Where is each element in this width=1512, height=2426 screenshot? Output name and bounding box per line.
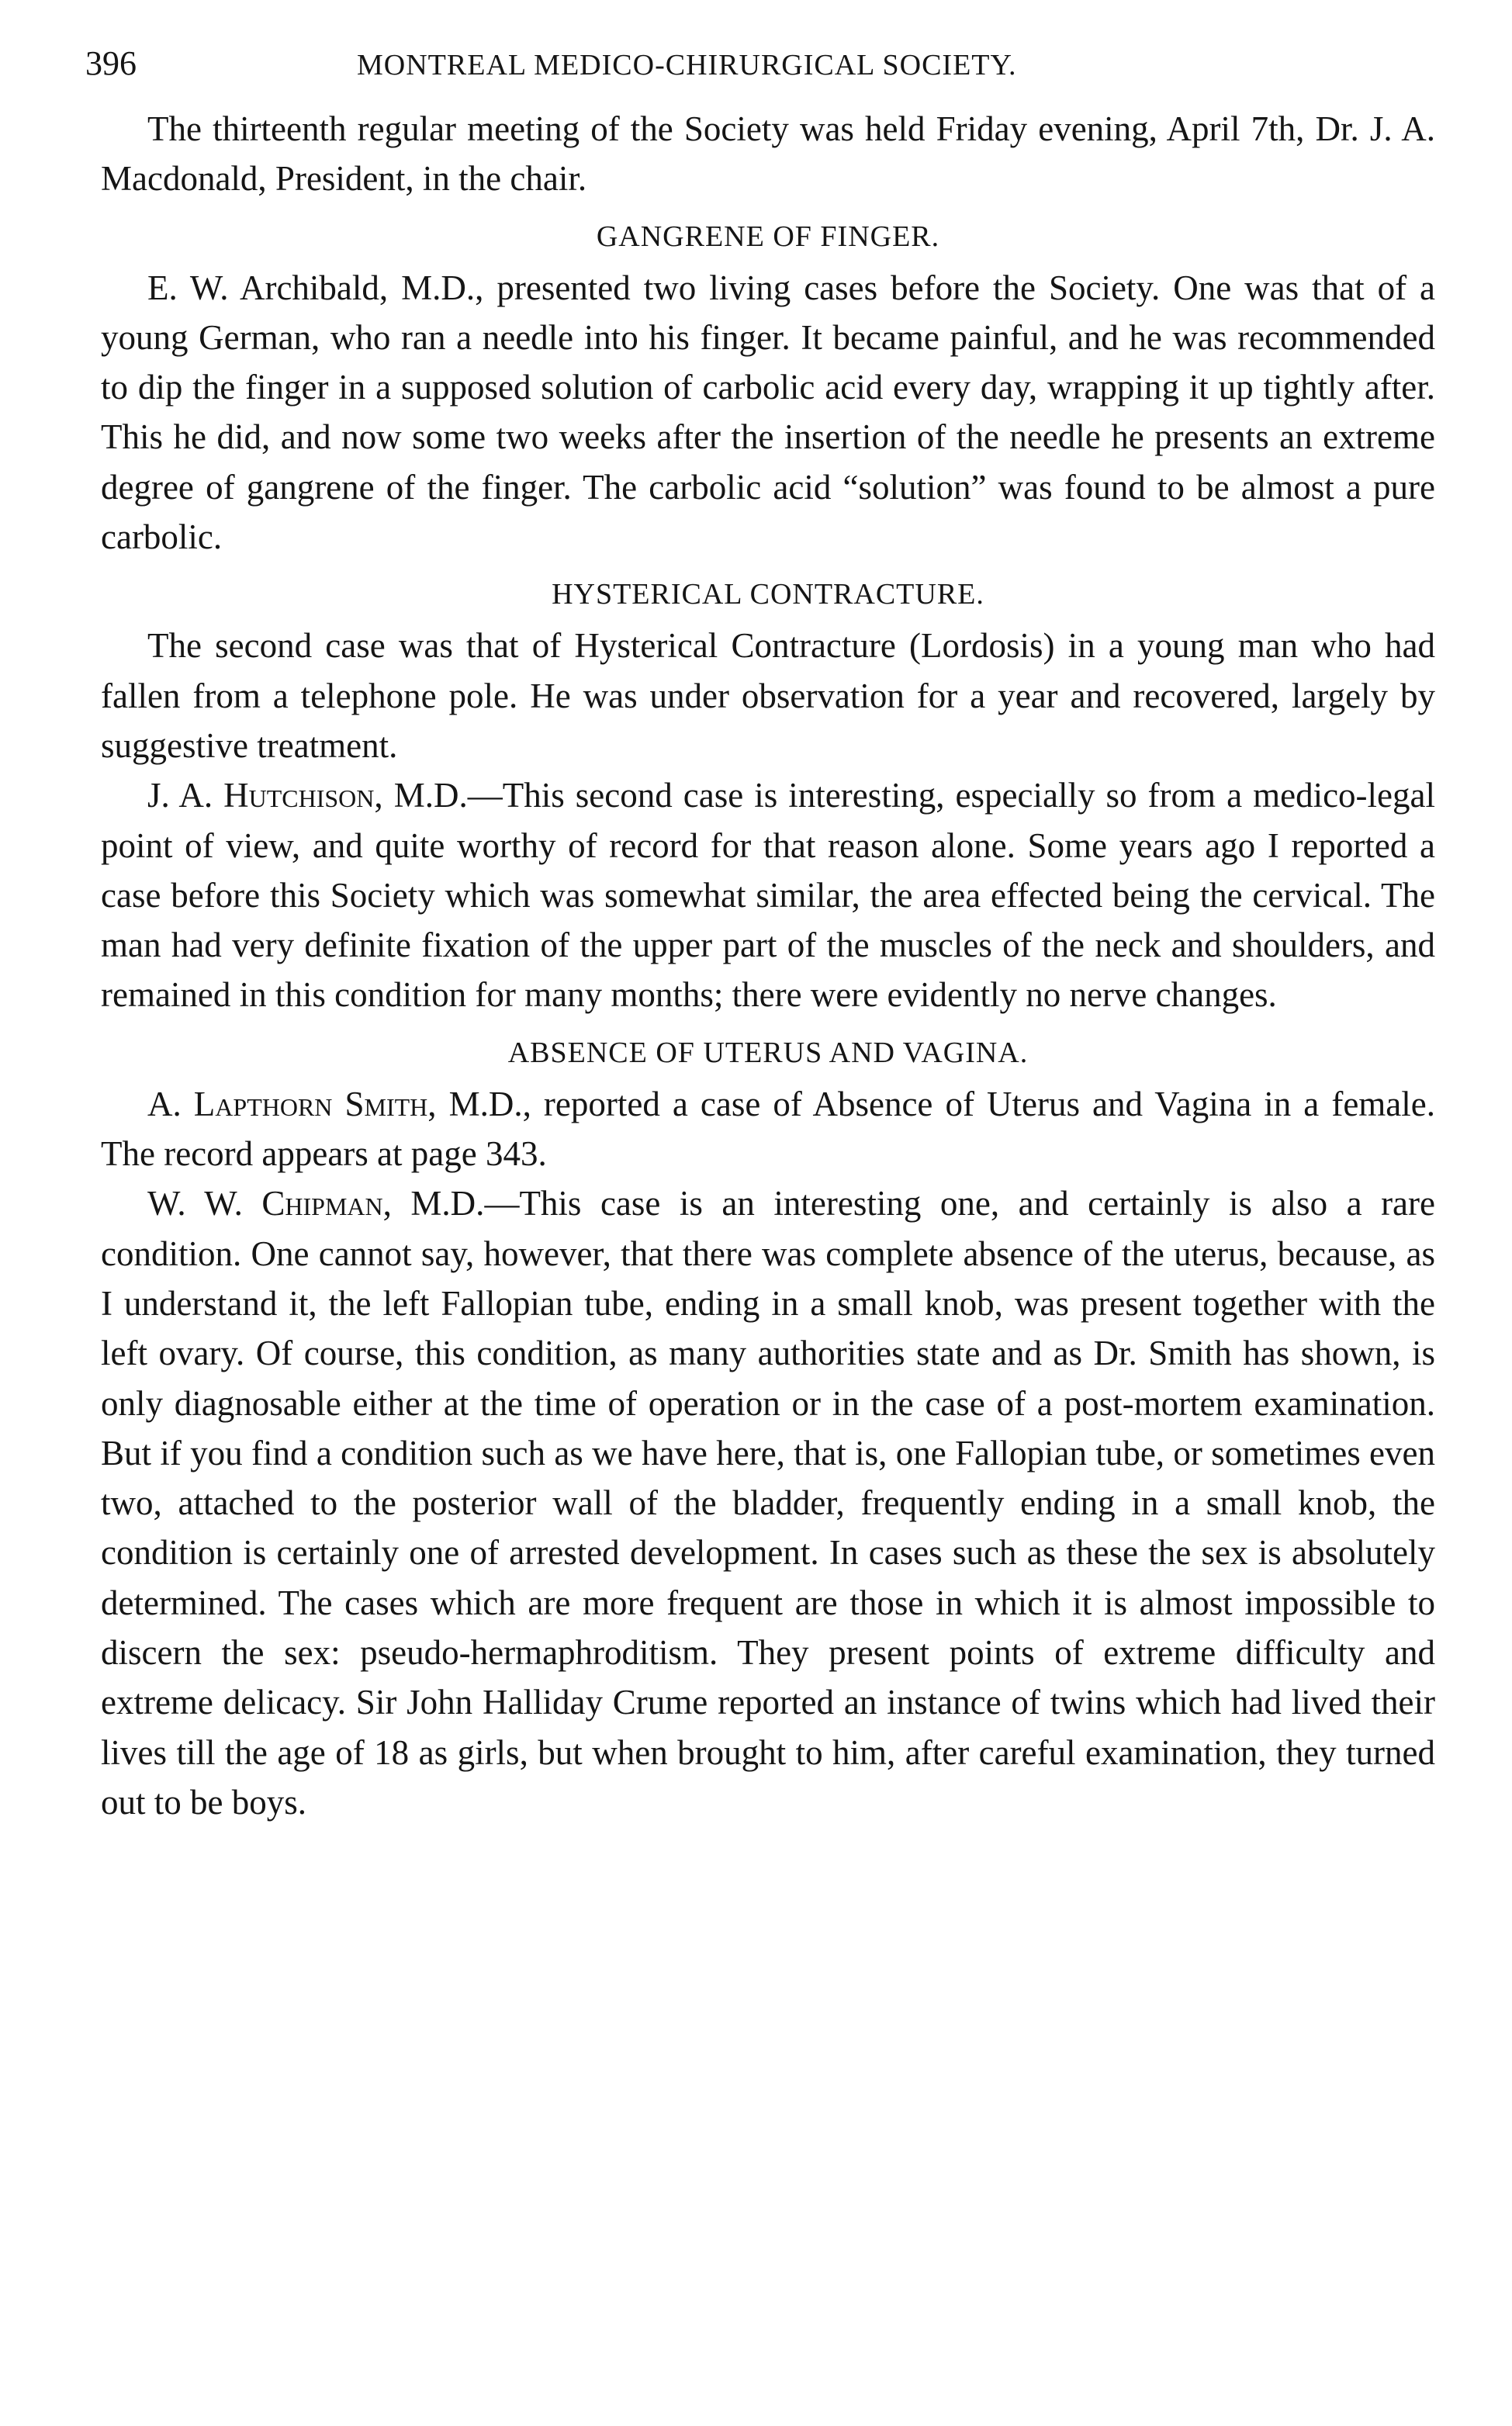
speaker-name: J. A. Hutchison, M.D. xyxy=(147,776,468,815)
section-heading-absence-uterus: ABSENCE OF UTERUS AND VAGINA. xyxy=(507,1036,1029,1069)
speaker-name: A. Lapthorn Smith, M.D. xyxy=(147,1084,523,1123)
paragraph-archibald: E. W. Archibald, M.D., presented two living cases before the Society. One was that of a young German, who ran a needle into his finger. It became painful, and he was recommended to dip the finger in a supposed solution of carbolic acid every day, wrapping it up tightly after. This he did, and now some two weeks after the insertion of the needle he presents an extreme degree of gangrene of the finger. The carbolic acid “solution” was found to be almost a pure carbolic. xyxy=(101,268,1435,557)
page-number: 396 xyxy=(85,44,137,82)
section-heading-hysterical-contracture: HYSTERICAL CONTRACTURE. xyxy=(552,578,984,611)
intro-paragraph: The thirteenth regular meeting of the Society was held Friday evening, April 7th, Dr. J. A. Macdonald, President, in the chair. xyxy=(101,109,1435,199)
speaker-name: W. W. Chipman, M.D. xyxy=(147,1184,485,1223)
paragraph-text: —This case is an interesting one, and certainly is also a rare condition. One cannot say, however, that there was complete absence of the uterus, because, as I understand it, the left Fallopian tube, ending in a small knob, was present together with the left ovary. Of course, this condition, as many authorities state and as Dr. Smith has shown, is only diagnosable either at the time of operation or in the case of a post-mortem examination. But if you find a condition such as we have here, that is, one Fallopian tube, or sometimes even two, attached to the posterior wall of the bladder, frequently ending in a small knob, the condition is certainly one of arrested development. In cases such as these the sex is absolutely determined. The cases which are more frequent are those in which it is almost impossible to discern the sex: pseudo-hermaphroditism. They present points of extreme difficulty and extreme delicacy. Sir John Halliday Crume reported an instance of twins which had lived their lives till the age of 18 as girls, but when brought to him, after careful examination, they turned out to be boys. xyxy=(101,1184,1435,1822)
paragraph-lapthorn-smith xyxy=(101,1079,1435,1179)
journal-title: MONTREAL MEDICO-CHIRURGICAL SOCIETY. xyxy=(357,49,1017,81)
paragraph-text: , reported a case of Absence of Uterus and Vagina in a female. The record appears at page 343. xyxy=(101,1084,1435,1174)
document-page xyxy=(85,39,1435,1827)
paragraph-second-case: The second case was that of Hysterical Contracture (Lordosis) in a young man who had fallen from a telephone pole. He was under observation for a year and recovered, largely by suggestive treatment. xyxy=(101,626,1435,765)
paragraph-chipman xyxy=(101,1178,1435,1827)
running-head xyxy=(85,39,1435,104)
paragraph-hutchison xyxy=(101,770,1435,1019)
section-heading-gangrene: GANGRENE OF FINGER. xyxy=(596,220,940,253)
paragraph-text: —This second case is interesting, especially so from a medico-legal point of view, and quite worthy of record for that reason alone. Some years ago I reported a case before this Society which was somewhat similar, the area effected being the cervical. The man had very definite fixation of the upper part of the muscles of the neck and shoulders, and remained in this condition for many months; there were evidently no nerve changes. xyxy=(101,776,1435,1015)
